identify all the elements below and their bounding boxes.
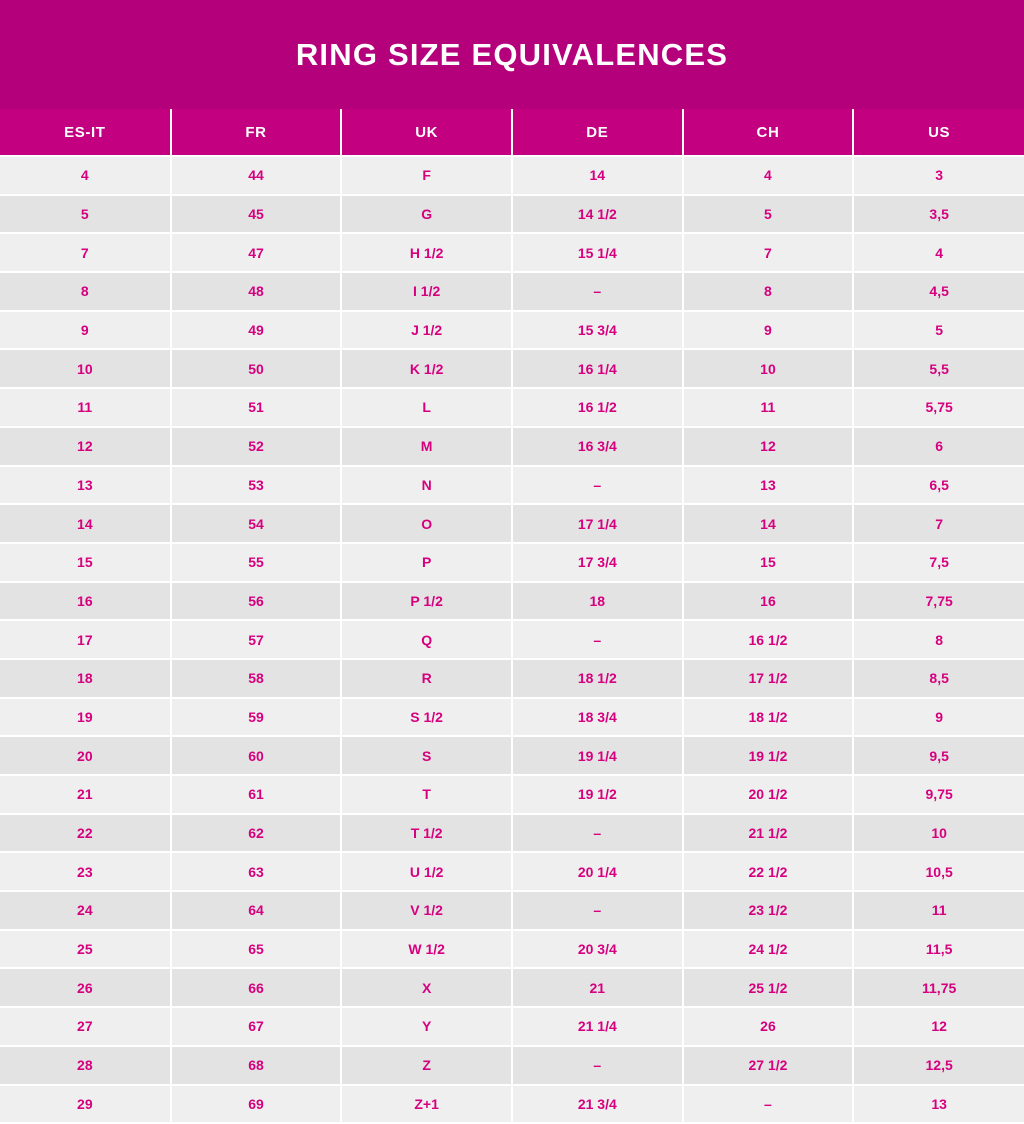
table-cell: 4 <box>683 156 854 195</box>
table-cell: 18 3/4 <box>512 698 683 737</box>
table-cell: – <box>512 620 683 659</box>
table-cell: 8 <box>853 620 1024 659</box>
table-cell: 48 <box>171 272 342 311</box>
table-cell: 15 <box>683 543 854 582</box>
table-cell: 14 1/2 <box>512 195 683 234</box>
table-cell: 25 <box>0 930 171 969</box>
table-cell: 24 1/2 <box>683 930 854 969</box>
table-cell: S <box>341 736 512 775</box>
table-cell: 66 <box>171 968 342 1007</box>
page-title: RING SIZE EQUIVALENCES <box>295 36 729 72</box>
table-cell: – <box>512 814 683 853</box>
table-row <box>0 736 1024 775</box>
table-cell: I 1/2 <box>341 272 512 311</box>
table-cell: 17 <box>0 620 171 659</box>
table-cell: 50 <box>171 349 342 388</box>
table-cell: V 1/2 <box>341 891 512 930</box>
table-cell: 18 1/2 <box>512 659 683 698</box>
table-cell: 5,5 <box>853 349 1024 388</box>
table-row <box>0 1046 1024 1085</box>
table-row <box>0 582 1024 621</box>
table-cell: 64 <box>171 891 342 930</box>
table-cell: 17 3/4 <box>512 543 683 582</box>
table-cell: 62 <box>171 814 342 853</box>
table-row <box>0 891 1024 930</box>
table-row <box>0 466 1024 505</box>
table-cell: 16 <box>683 582 854 621</box>
table-cell: 61 <box>171 775 342 814</box>
table-row <box>0 659 1024 698</box>
table-cell: 10 <box>0 349 171 388</box>
table-cell: 12,5 <box>853 1046 1024 1085</box>
table-cell: S 1/2 <box>341 698 512 737</box>
table-cell: – <box>512 466 683 505</box>
table-header <box>0 109 1024 156</box>
table-cell: 21 1/2 <box>683 814 854 853</box>
table-cell: 60 <box>171 736 342 775</box>
table-cell: 8,5 <box>853 659 1024 698</box>
column-header: US <box>853 109 1024 156</box>
table-cell: Q <box>341 620 512 659</box>
table-cell: 14 <box>0 504 171 543</box>
table-row <box>0 775 1024 814</box>
table-body <box>0 156 1024 1123</box>
table-cell: 10,5 <box>853 852 1024 891</box>
table-row <box>0 504 1024 543</box>
table-cell: 15 3/4 <box>512 311 683 350</box>
table-cell: Y <box>341 1007 512 1046</box>
table-cell: P 1/2 <box>341 582 512 621</box>
table-cell: R <box>341 659 512 698</box>
table-row <box>0 195 1024 234</box>
table-cell: 17 1/2 <box>683 659 854 698</box>
table-row <box>0 968 1024 1007</box>
table-row <box>0 1085 1024 1124</box>
table-cell: 56 <box>171 582 342 621</box>
table-cell: 21 <box>0 775 171 814</box>
table-cell: Z <box>341 1046 512 1085</box>
table-row <box>0 272 1024 311</box>
table-cell: 18 1/2 <box>683 698 854 737</box>
table-cell: K 1/2 <box>341 349 512 388</box>
table-cell: W 1/2 <box>341 930 512 969</box>
table-cell: 23 <box>0 852 171 891</box>
table-cell: 8 <box>683 272 854 311</box>
table-cell: 69 <box>171 1085 342 1124</box>
table-cell: P <box>341 543 512 582</box>
table-cell: 7 <box>853 504 1024 543</box>
table-cell: 5 <box>683 195 854 234</box>
table-row <box>0 1007 1024 1046</box>
table-cell: 26 <box>0 968 171 1007</box>
table-cell: 18 <box>512 582 683 621</box>
table-cell: 15 1/4 <box>512 233 683 272</box>
table-cell: – <box>512 272 683 311</box>
table-cell: 19 1/2 <box>683 736 854 775</box>
table-cell: 11 <box>853 891 1024 930</box>
table-cell: 7,5 <box>853 543 1024 582</box>
table-cell: – <box>512 1046 683 1085</box>
size-equivalence-table <box>0 109 1024 1124</box>
table-cell: 21 1/4 <box>512 1007 683 1046</box>
table-cell: G <box>341 195 512 234</box>
table-cell: 51 <box>171 388 342 427</box>
table-cell: 12 <box>853 1007 1024 1046</box>
column-header: UK <box>341 109 512 156</box>
table-row <box>0 852 1024 891</box>
table-row <box>0 930 1024 969</box>
table-cell: 65 <box>171 930 342 969</box>
table-cell: 11 <box>0 388 171 427</box>
table-cell: 29 <box>0 1085 171 1124</box>
table-row <box>0 388 1024 427</box>
table-cell: F <box>341 156 512 195</box>
table-cell: 24 <box>0 891 171 930</box>
table-cell: 63 <box>171 852 342 891</box>
table-cell: 27 <box>0 1007 171 1046</box>
table-row <box>0 311 1024 350</box>
table-cell: 14 <box>683 504 854 543</box>
table-row <box>0 427 1024 466</box>
table-cell: 11 <box>683 388 854 427</box>
table-cell: N <box>341 466 512 505</box>
table-cell: 16 1/2 <box>683 620 854 659</box>
table-cell: 9,75 <box>853 775 1024 814</box>
table-cell: 20 <box>0 736 171 775</box>
table-cell: J 1/2 <box>341 311 512 350</box>
table-cell: 6 <box>853 427 1024 466</box>
column-header: DE <box>512 109 683 156</box>
table-cell: 22 <box>0 814 171 853</box>
table-cell: 6,5 <box>853 466 1024 505</box>
table-row <box>0 349 1024 388</box>
table-cell: 55 <box>171 543 342 582</box>
table-cell: 23 1/2 <box>683 891 854 930</box>
table-cell: 10 <box>853 814 1024 853</box>
table-cell: 44 <box>171 156 342 195</box>
table-cell: 12 <box>683 427 854 466</box>
table-row <box>0 620 1024 659</box>
table-cell: 9,5 <box>853 736 1024 775</box>
table-cell: T 1/2 <box>341 814 512 853</box>
table-row <box>0 814 1024 853</box>
table-cell: 58 <box>171 659 342 698</box>
table-cell: 3 <box>853 156 1024 195</box>
table-cell: – <box>683 1085 854 1124</box>
table-cell: H 1/2 <box>341 233 512 272</box>
table-cell: 18 <box>0 659 171 698</box>
table-cell: 19 1/2 <box>512 775 683 814</box>
table-cell: 52 <box>171 427 342 466</box>
table-cell: 5,75 <box>853 388 1024 427</box>
table-cell: 28 <box>0 1046 171 1085</box>
table-cell: – <box>512 891 683 930</box>
table-cell: 49 <box>171 311 342 350</box>
table-cell: 22 1/2 <box>683 852 854 891</box>
table-cell: X <box>341 968 512 1007</box>
table-cell: 16 <box>0 582 171 621</box>
table-cell: 19 1/4 <box>512 736 683 775</box>
table-cell: 7 <box>0 233 171 272</box>
table-cell: 54 <box>171 504 342 543</box>
table-cell: 9 <box>0 311 171 350</box>
header-row <box>0 109 1024 156</box>
table-cell: L <box>341 388 512 427</box>
table-cell: 47 <box>171 233 342 272</box>
table-cell: 17 1/4 <box>512 504 683 543</box>
table-cell: 20 1/2 <box>683 775 854 814</box>
table-cell: Z+1 <box>341 1085 512 1124</box>
table-cell: 16 3/4 <box>512 427 683 466</box>
column-header: CH <box>683 109 854 156</box>
table-cell: 13 <box>853 1085 1024 1124</box>
table-row <box>0 233 1024 272</box>
table-cell: 7,75 <box>853 582 1024 621</box>
table-cell: 8 <box>0 272 171 311</box>
table-cell: U 1/2 <box>341 852 512 891</box>
table-cell: 4 <box>853 233 1024 272</box>
table-cell: 14 <box>512 156 683 195</box>
table-cell: 57 <box>171 620 342 659</box>
table-cell: 20 3/4 <box>512 930 683 969</box>
table-cell: 25 1/2 <box>683 968 854 1007</box>
table-cell: 21 3/4 <box>512 1085 683 1124</box>
table-cell: 4 <box>0 156 171 195</box>
table-row <box>0 156 1024 195</box>
table-row <box>0 698 1024 737</box>
chart-header <box>0 0 1024 109</box>
table-cell: 20 1/4 <box>512 852 683 891</box>
table-cell: 26 <box>683 1007 854 1046</box>
table-cell: 27 1/2 <box>683 1046 854 1085</box>
table-cell: 3,5 <box>853 195 1024 234</box>
table-cell: 59 <box>171 698 342 737</box>
table-cell: 19 <box>0 698 171 737</box>
table-cell: 12 <box>0 427 171 466</box>
table-cell: 13 <box>0 466 171 505</box>
table-cell: 13 <box>683 466 854 505</box>
table-cell: T <box>341 775 512 814</box>
table-cell: 15 <box>0 543 171 582</box>
table-row <box>0 543 1024 582</box>
column-header: FR <box>171 109 342 156</box>
table-cell: 53 <box>171 466 342 505</box>
table-cell: 16 1/4 <box>512 349 683 388</box>
table-cell: 67 <box>171 1007 342 1046</box>
table-cell: 21 <box>512 968 683 1007</box>
table-cell: 5 <box>853 311 1024 350</box>
column-header: ES-IT <box>0 109 171 156</box>
table-cell: O <box>341 504 512 543</box>
table-cell: 10 <box>683 349 854 388</box>
table-cell: 16 1/2 <box>512 388 683 427</box>
table-cell: 11,5 <box>853 930 1024 969</box>
table-cell: 9 <box>853 698 1024 737</box>
table-cell: 11,75 <box>853 968 1024 1007</box>
table-cell: M <box>341 427 512 466</box>
table-cell: 4,5 <box>853 272 1024 311</box>
table-cell: 9 <box>683 311 854 350</box>
table-cell: 45 <box>171 195 342 234</box>
table-cell: 68 <box>171 1046 342 1085</box>
table-cell: 7 <box>683 233 854 272</box>
table-cell: 5 <box>0 195 171 234</box>
